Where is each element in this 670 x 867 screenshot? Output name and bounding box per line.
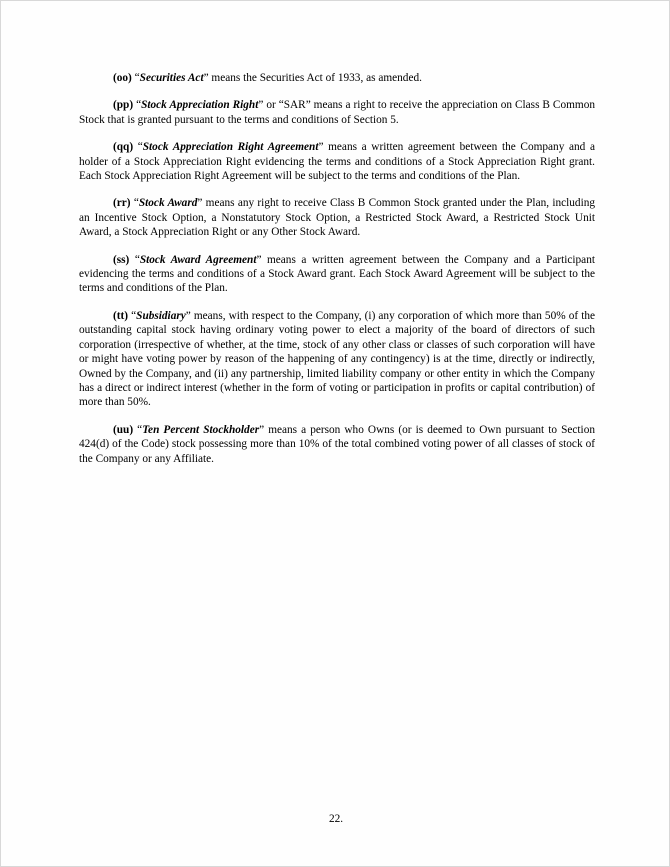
open-quote: “ xyxy=(133,197,139,210)
close-quote: ” xyxy=(203,72,209,84)
defined-term: Subsidiary xyxy=(136,309,186,322)
defined-term: Stock Appreciation Right Agreement xyxy=(142,141,319,154)
definition-paragraph xyxy=(79,423,595,466)
paragraph-text: means a written agreement between the Company and a holder of a Stock Appreciation Right evidencing the terms and conditions of a Stock Appreciation Right grant. Each Stock Appreciation Right Agreement will be subject to the terms and conditions of the Plan. xyxy=(79,141,595,183)
paragraph-text: means a person who Owns (or is deemed to Own pursuant to Section 424(d) of the Code) stock possessing more than 10% of the total combined voting power of all classes of stock of the Company or any Affiliate. xyxy=(79,423,595,465)
definition-paragraph xyxy=(79,98,595,127)
close-quote: ” xyxy=(197,197,203,210)
close-quote: ” xyxy=(185,309,191,322)
definition-paragraph xyxy=(79,71,595,85)
definition-paragraph xyxy=(79,140,595,183)
document-body xyxy=(79,71,595,479)
close-quote: ” xyxy=(256,253,262,266)
open-quote: “ xyxy=(131,309,137,322)
close-quote: ” xyxy=(318,141,324,154)
open-quote: “ xyxy=(136,99,142,112)
paragraph-text: means the Securities Act of 1933, as amended. xyxy=(208,72,422,84)
open-quote: “ xyxy=(137,141,143,154)
paragraph-label: (tt) xyxy=(113,309,129,322)
paragraph-label: (pp) xyxy=(113,99,134,112)
paragraph-label: (uu) xyxy=(113,423,134,436)
defined-term: Stock Appreciation Right xyxy=(141,99,259,112)
paragraph-text: means any right to receive Class B Common Stock granted under the Plan, including an Incentive Stock Option, a Nonstatutory Stock Option, a Restricted Stock Award, a Restricted Stock Unit Award, a Stock Appreciation Right or any Other Stock Award. xyxy=(79,197,596,239)
paragraph-label: (oo) xyxy=(113,72,132,84)
close-quote: ” xyxy=(259,423,265,436)
defined-term: Securities Act xyxy=(139,72,204,84)
open-quote: “ xyxy=(137,423,143,436)
defined-term: Stock Award xyxy=(138,197,198,210)
paragraph-text: means, with respect to the Company, (i) any corporation of which more than 50% of the outstanding capital stock having ordinary voting power to elect a majority of the board of directors of such corporation (irrespective of whether, at the time, stock of any other class or classes of such corporation will have or might have voting power by reason of the happening of any contingency) is at the time, directly or indirectly, Owned by the Company, and (ii) any partnership, limited liability company or other entity in which the Company has a direct or indirect interest (whether in the form of voting or participation in profits or capital contribution) of more than 50%. xyxy=(79,309,595,409)
definition-paragraph xyxy=(79,253,595,296)
defined-term: Ten Percent Stockholder xyxy=(142,423,260,436)
open-quote: “ xyxy=(134,253,140,266)
defined-term: Stock Award Agreement xyxy=(139,253,257,266)
paragraph-text: means a written agreement between the Company and a Participant evidencing the terms and conditions of a Stock Award grant. Each Stock Award Agreement will be subject to the terms and conditions of the Plan. xyxy=(79,253,595,295)
paragraph-text: or “SAR” means a right to receive the appreciation on Class B Common Stock that is granted pursuant to the terms and conditions of Section 5. xyxy=(79,99,595,126)
close-quote: ” xyxy=(258,99,264,112)
definition-paragraph xyxy=(79,196,595,239)
open-quote: “ xyxy=(134,72,140,84)
paragraph-label: (ss) xyxy=(113,253,130,266)
definition-paragraph xyxy=(79,309,595,410)
page-number: 22. xyxy=(328,813,344,825)
paragraph-label: (rr) xyxy=(113,197,131,210)
paragraph-label: (qq) xyxy=(113,141,134,154)
